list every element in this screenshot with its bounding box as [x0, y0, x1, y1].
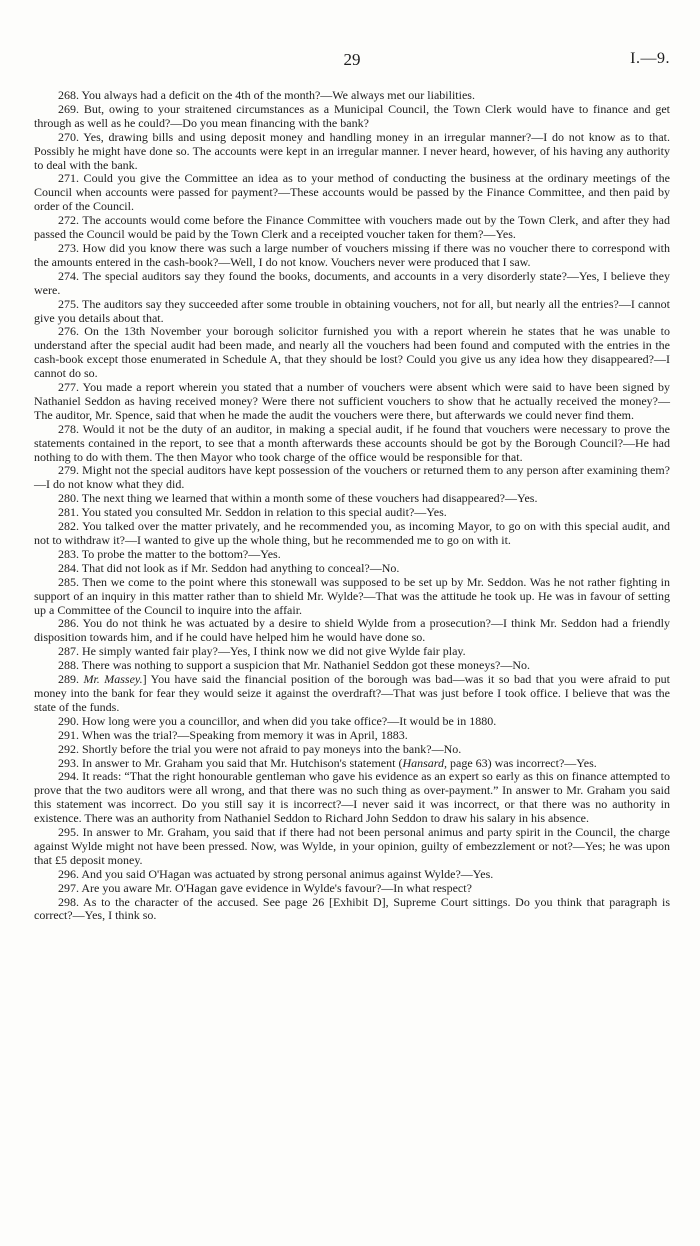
question-paragraph: 298. As to the character of the accused. See page 26 [Exhibit D], Supreme Court sittings. Do you think that paragraph is correct?—Yes, I think so.	[34, 894, 670, 923]
question-paragraph: 290. How long were you a councillor, and when did you take office?—It would be in 1880.	[58, 713, 497, 728]
question-paragraph: 275. The auditors say they succeeded after some trouble in obtaining vouchers, not for all, but nearly all the entries?—I cannot give you details about that.	[34, 296, 670, 325]
question-paragraph: 291. When was the trial?—Speaking from memory it was in April, 1883.	[58, 727, 408, 742]
question-paragraph: 276. On the 13th November your borough solicitor furnished you with a report wherein he states that he was unable to understand after the special audit had been made, and nearly all the vouchers had been found and computed with the entries in the cash-book except those enumerated in Schedule A, that they should be lost? Could you give us any idea how they disappeared?—I cannot do so.	[34, 324, 670, 381]
question-paragraph: 287. He simply wanted fair play?—Yes, I think now we did not give Wylde fair play.	[58, 644, 466, 659]
question-paragraph: 283. To probe the matter to the bottom?—Yes.	[58, 546, 281, 561]
question-paragraph: 277. You made a report wherein you stated that a number of vouchers were absent which were said to have been signed by Nathaniel Seddon as having received money? Were there not sufficient vouchers to show that he actually received the money?—The auditor, Mr. Spence, said that when he made the audit the vouchers were there, but afterwards we could never find them.	[34, 380, 670, 422]
question-paragraph: 288. There was nothing to support a suspicion that Mr. Nathaniel Seddon got these moneys?—No.	[58, 658, 531, 673]
question-paragraph: 285. Then we come to the point where this stonewall was supposed to be set up by Mr. Seddon. Was he not rather fighting in support of an inquiry in this matter rather than to shield Mr. Wylde?—That was the attitude he took up. He was in favour of setting up a Committee of the Council to inquire into the affair.	[34, 574, 670, 617]
page-number: 29	[343, 50, 361, 69]
question-paragraph: 278. Would it not be the duty of an auditor, in making a special audit, if he found that vouchers were necessary to prove the statements contained in the report, to see that a month afterwards these accounts should be got by the Borough Council?—He had nothing to do with them. The then Mayor who took charge of the office would be responsible for that.	[34, 421, 670, 464]
body-text	[34, 89, 670, 923]
question-paragraph: 284. That did not look as if Mr. Seddon had anything to conceal?—No.	[58, 560, 400, 575]
question-paragraph: 268. You always had a deficit on the 4th of the month?—We always met our liabilities.	[58, 88, 475, 102]
question-paragraph: 279. Might not the special auditors have kept possession of the vouchers or returned them to any person after examining them?—I do not know what they did.	[34, 463, 670, 492]
question-paragraph: 282. You talked over the matter privately, and he recommended you, as incoming Mayor, to go on with this special audit, and not to withdraw it?—I wanted to give up the whole thing, but he recommended me to go on with it.	[34, 519, 670, 547]
question-paragraph: 272. The accounts would come before the Finance Committee with vouchers made out by the Town Clerk, and after they had passed the Council would be paid by the Town Clerk and a receipted voucher taken for them?—Yes.	[34, 213, 670, 242]
question-paragraph: 295. In answer to Mr. Graham, you said that if there had not been personal animus and party spirit in the Council, the charge against Wylde might not have been pressed. Now, was Wylde, in your opinion, guilty of embezzlement or not?—Yes; he was upon that £5 deposit money.	[34, 825, 670, 867]
document-reference: I.—9.	[630, 50, 670, 67]
question-paragraph: 289. Mr. Massey.] You have said the financial position of the borough was bad—was it so bad that you were afraid to put money into the bank for fear they would seize it against the overdraft?—That was just before I took office. I believe that was the state of the funds.	[34, 672, 670, 714]
question-paragraph: 294. It reads: “That the right honourable gentleman who gave his evidence as an expert so early as this on finance attempted to prove that the two auditors were all wrong, and that there was no such thing as over-payment.” In answer to Mr. Graham you said this statement was incorrect. Do you still say it is incorrect?—I never said it was incorrect, or that there was no authority in existence. There was an authority from Nathaniel Seddon to Richard John Seddon to draw his salary in his absence.	[34, 769, 670, 826]
question-paragraph: 270. Yes, drawing bills and using deposit money and handling money in an irregular manner?—I do not know as to that. Possibly he might have done so. The accounts were kept in an irregular manner. I never heard, however, of his having any authority to deal with the bank.	[34, 129, 670, 172]
question-paragraph: 296. And you said O'Hagan was actuated by strong personal animus against Wylde?—Yes.	[58, 866, 494, 881]
question-paragraph: 274. The special auditors say they found the books, documents, and accounts in a very disorderly state?—Yes, I believe they were.	[34, 268, 670, 297]
question-paragraph: 269. But, owing to your straitened circumstances as a Municipal Council, the Town Clerk would have to finance and get through as well as he could?—Do you mean financing with the bank?	[34, 101, 670, 130]
question-paragraph: 271. Could you give the Committee an idea as to your method of conducting the business at the ordinary meetings of the Council when accounts were passed for payment?—These accounts would be passed by the Finance Committee, and then paid by order of the Council.	[34, 171, 670, 214]
question-paragraph: 273. How did you know there was such a large number of vouchers missing if there was no voucher there to correspond with the amounts entered in the cash-book?—Well, I do not know. Vouchers never were produced that I saw.	[34, 240, 670, 269]
question-paragraph: 281. You stated you consulted Mr. Seddon in relation to this special audit?—Yes.	[58, 505, 447, 520]
question-paragraph: 297. Are you aware Mr. O'Hagan gave evidence in Wylde's favour?—In what respect?	[58, 880, 472, 895]
page-header	[34, 50, 670, 72]
question-paragraph: 293. In answer to Mr. Graham you said that Mr. Hutchison's statement (Hansard, page 63) was incorrect?—Yes.	[58, 755, 597, 770]
question-paragraph: 280. The next thing we learned that within a month some of these vouchers had disappeared?—Yes.	[58, 491, 538, 506]
question-paragraph: 286. You do not think he was actuated by a desire to shield Wylde from a prosecution?—I think Mr. Seddon had a friendly disposition towards him, and if he could have helped him he would have done so.	[34, 616, 670, 645]
question-paragraph: 292. Shortly before the trial you were not afraid to pay moneys into the bank?—No.	[58, 741, 462, 756]
